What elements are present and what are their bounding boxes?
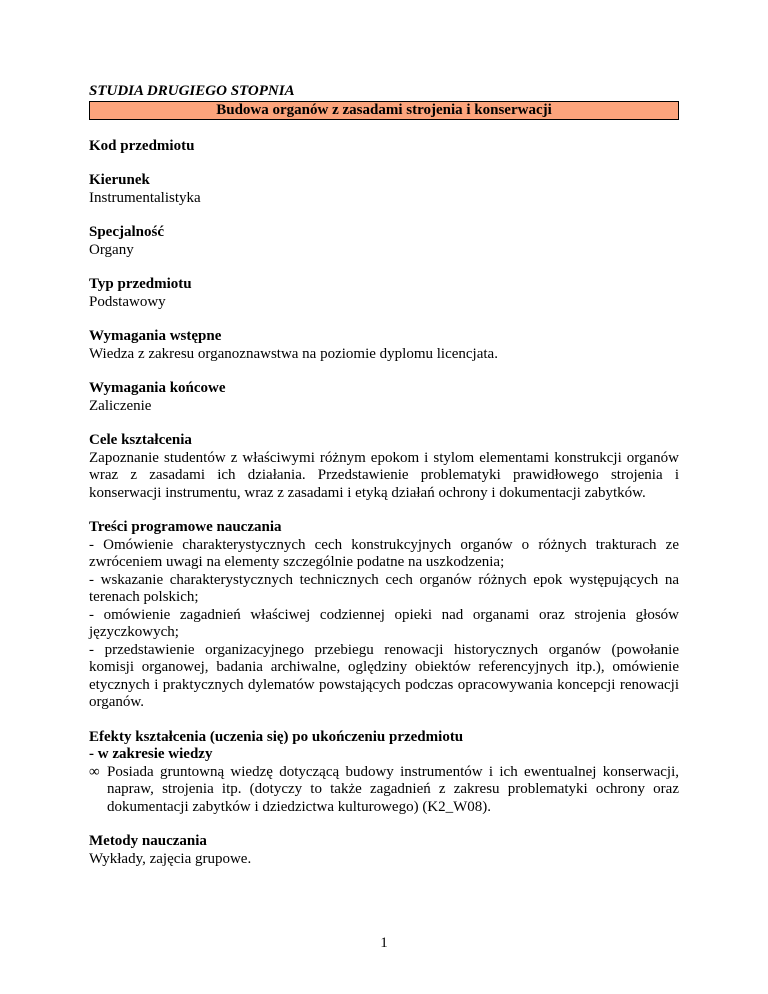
infinity-bullet-icon: ∞ (89, 763, 100, 780)
content-item: - wskazanie charakterystycznych technicznych cech organów różnych epok występujących na terenach polskich; (89, 571, 679, 605)
outcomes-label: Efekty kształcenia (uczenia się) po ukończeniu przedmiotu (89, 728, 464, 745)
outcomes-sublabel: - w zakresie wiedzy (89, 746, 213, 762)
methods-label: Metody nauczania (89, 833, 207, 849)
content-item: - Omówienie charakterystycznych cech konstrukcyjnych organów o różnych trakturach ze zwróceniem uwagi na elementy szczególnie podatne na uszkodzenia; (89, 536, 679, 570)
goals-label: Cele kształcenia (89, 432, 192, 448)
specialty-section (89, 224, 679, 259)
prerequisites-label: Wymagania wstępne (89, 328, 222, 344)
content-label: Treści programowe nauczania (89, 519, 282, 535)
final-requirements-section (89, 380, 679, 415)
content-section (89, 519, 679, 712)
prerequisites-value: Wiedza z zakresu organoznawstwa na poziomie dyplomu licencjata. (89, 345, 498, 362)
methods-value: Wykłady, zajęcia grupowe. (89, 850, 252, 867)
code-section (89, 138, 679, 156)
field-value: Instrumentalistyka (89, 189, 201, 206)
type-value: Podstawowy (89, 293, 166, 310)
final-requirements-label: Wymagania końcowe (89, 380, 226, 396)
specialty-label: Specjalność (89, 224, 164, 240)
content-item: - omówienie zagadnień właściwej codziennej opieki nad organami oraz strojenia głosów języczkowych; (89, 606, 679, 640)
specialty-value: Organy (89, 241, 134, 258)
content-item: - przedstawienie organizacyjnego przebiegu renowacji historycznych organów (powołanie komisji organowej, badania archiwalne, oględziny obiektów referencyjnych itp.), omówienie etycznych i praktycznych dylematów powstających podczas opracowywania koncepcji renowacji organów. (89, 641, 679, 710)
outcome-bullet-item (89, 764, 679, 817)
page-number: 1 (380, 935, 388, 951)
prerequisites-section (89, 328, 679, 363)
goals-section (89, 432, 679, 502)
degree-heading: STUDIA DRUGIEGO STOPNIA (89, 83, 295, 99)
type-section (89, 276, 679, 311)
code-label: Kod przedmiotu (89, 137, 195, 154)
document-page (89, 83, 679, 868)
field-label: Kierunek (89, 172, 150, 188)
field-section (89, 172, 679, 207)
outcomes-section (89, 729, 679, 817)
methods-section (89, 833, 679, 868)
goals-value: Zapoznanie studentów z właściwymi różnym epokom i stylom elementami konstrukcji organów wraz z zasadami ich działania. Przedstawienie problematyki prawidłowego strojenia i konserwacji instrumentu, wraz z zasadami i etyką działań ochrony i dokumentacji zabytków. (89, 449, 679, 501)
final-requirements-value: Zaliczenie (89, 397, 152, 414)
outcome-text: Posiada gruntowną wiedzę dotyczącą budowy instrumentów i ich ewentualnej konserwacji, napraw, strojenia itp. (dotyczy to także zagadnień z zakresu problematyki ochrony oraz dokumentacji zabytków i dziedzictwa kulturowego) (K2_W08). (107, 763, 679, 815)
type-label: Typ przedmiotu (89, 276, 192, 292)
course-title-box: Budowa organów z zasadami strojenia i konserwacji (89, 101, 679, 120)
